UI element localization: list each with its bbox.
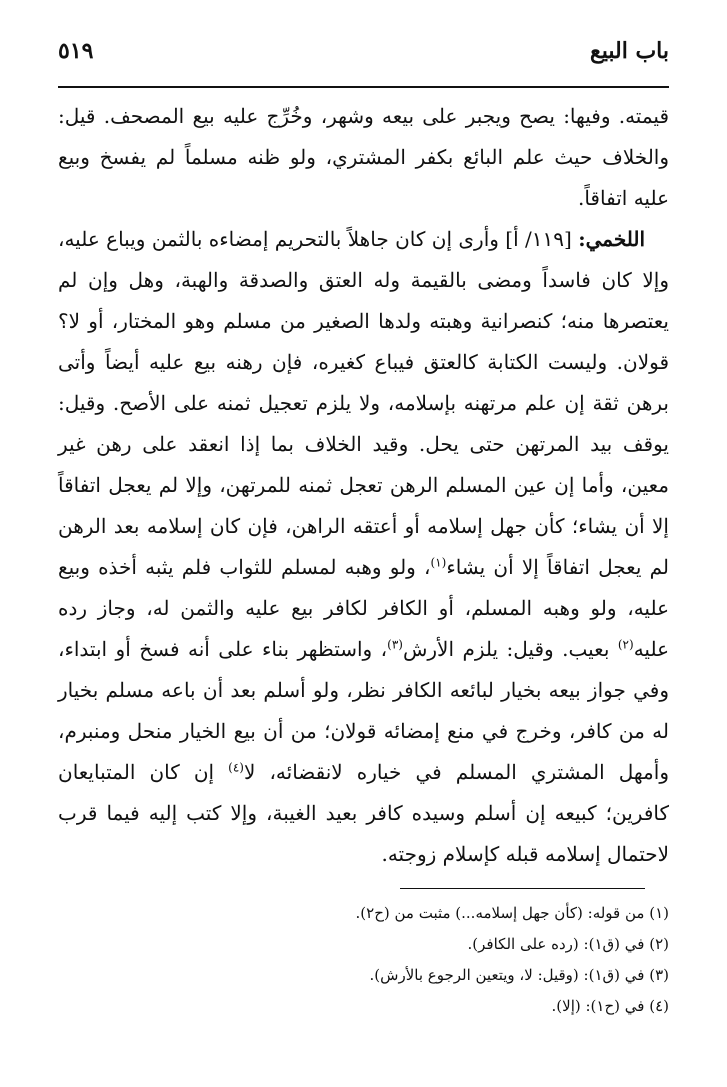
page-number: ٥١٩ (58, 38, 94, 64)
paragraph-1 (58, 96, 669, 219)
footnote-ref-2[interactable]: (٢) (617, 637, 634, 652)
paragraph-2-segment-2: ، ولو وهبه لمسلم للثواب فلم يثبه أخذه وبيع عليه، ولو وهبه المسلم، أو الكافر لكافر بيع عليه والثمن له، وجاز رده عليه (58, 555, 669, 661)
page-header (58, 38, 669, 80)
paragraph-1-text: قيمته. وفيها: يصح ويجبر على بيعه وشهر، وخُرِّج عليه بيع المصحف. قيل: والخلاف حيث علم البائع بكفر المشتري، ولو ظنه مسلماً لم يفسخ وبيع عليه اتفاقاً. (58, 104, 669, 210)
paragraph-2-segment-3: بعيب. وقيل: يلزم الأرش (402, 637, 618, 661)
footnote-1: (١) من قوله: (كأن جهل إسلامه...) مثبت من (ح٢). (355, 904, 669, 922)
footnote-ref-1[interactable]: (١) (430, 555, 447, 570)
footnote-2: (٢) في (ق١): (رده على الكافر). (467, 935, 669, 953)
paragraph-2-segment-1: [١١٩/ أ] وأرى إن كان جاهلاً بالتحريم إمضاءه بالثمن ويباع عليه، وإلا كان فاسداً ومضى بالقيمة وله العتق والصدقة والهبة، وهل وإن لم يعتصرها منه؛ كنصرانية وهبته ولدها الصغير من مسلم وهو المختار، أو لا؟ قولان. وليست الكتابة كالعتق فيباع كغيره، فإن رهنه بيع عليه أيضاً وأتى برهن ثقة إن علم مرتهنه بإسلامه، ولا يلزم تعجيل ثمنه على الأصح. وقيل: يوقف بيد المرتهن حتى يحل. وقيد الخلاف بما إذا انعقد على رهن غير معين، وأما إن عين المسلم الرهن تعجل ثمنه للمرتهن، وإلا لم يعجل اتفاقاً إلا أن يشاء؛ كأن جهل إسلامه أو أعتقه الراهن، فإن كان إسلامه بعد الرهن لم يعجل اتفاقاً إلا أن يشاء (58, 227, 669, 579)
footnote-4: (٤) في (ح١): (إلا). (551, 997, 669, 1015)
paragraph-2-segment-5: إن كان المتبايعان كافرين؛ كبيعه إن أسلم وسيده كافر بعيد الغيبة، وإلا كتب إليه فيما قرب لاحتمال إسلامه قبله كإسلام زوجته. (58, 760, 669, 866)
main-text (58, 96, 669, 875)
footnote-divider (400, 888, 645, 889)
footnote-ref-4[interactable]: (٤) (228, 760, 244, 775)
running-head: باب البيع (590, 38, 669, 64)
footnote-ref-3[interactable]: (٣) (387, 637, 403, 652)
header-divider (58, 86, 669, 88)
paragraph-2-lead: اللخمي: (578, 227, 645, 251)
footnotes (58, 898, 669, 1022)
paragraph-2 (58, 219, 669, 875)
footnote-3: (٣) في (ق١): (وقيل: لا، ويتعين الرجوع بالأرش). (369, 966, 669, 984)
paragraph-2-segment-4: ، واستظهر بناء على أنه فسخ أو ابتداء، وفي جواز بيعه بخيار لبائعه الكافر نظر، ولو أسلم بعد أن باعه مسلم بخيار له من كافر، وخرج في منع إمضائه قولان؛ من أن بيع الخيار منحل ومنبرم، وأمهل المشتري المسلم في خياره لانقضائه، لا (58, 637, 670, 784)
